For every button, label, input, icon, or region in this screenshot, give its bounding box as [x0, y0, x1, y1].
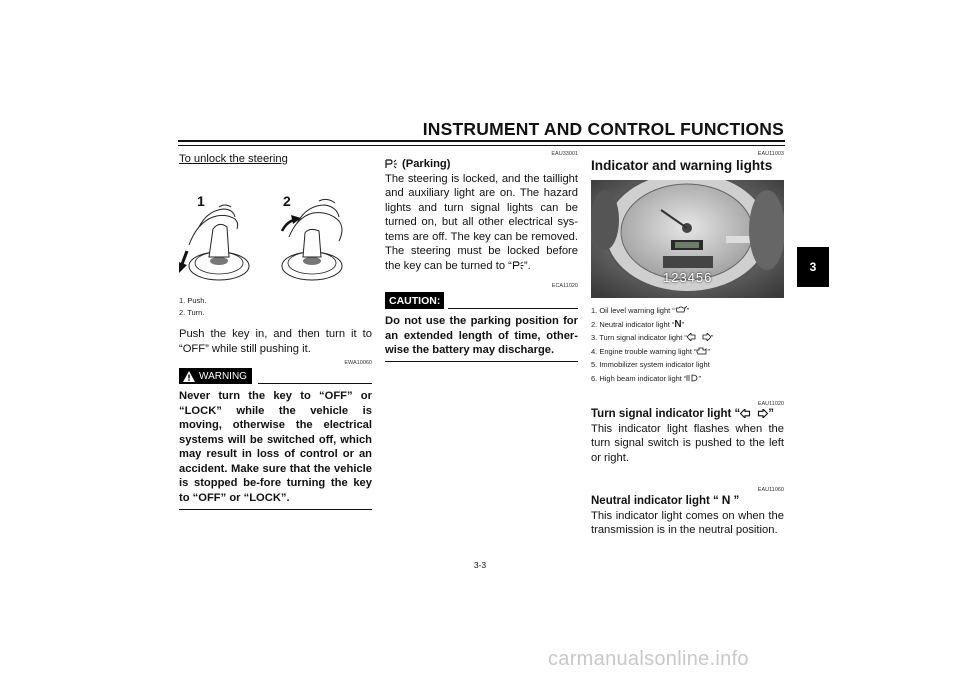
- legend-item: 2. Turn.: [179, 307, 205, 317]
- warning-triangle-icon: [183, 371, 195, 382]
- right-column: [591, 151, 784, 538]
- turn-signal-heading-icon: [740, 409, 768, 418]
- parking-paragraph-end: ”.: [523, 259, 531, 272]
- high-beam-icon: [686, 374, 698, 382]
- figure-label-1: 1: [197, 192, 205, 209]
- page-header-title: INSTRUMENT AND CONTROL FUNCTIONS: [422, 119, 784, 139]
- caution-code: ECA11020: [551, 283, 578, 289]
- turn-signal-heading: Turn signal indicator light “ ”: [591, 408, 775, 420]
- warning-badge: [179, 368, 252, 384]
- warning-end-rule: [179, 509, 372, 510]
- engine-icon: [696, 347, 707, 355]
- neutral-icon: N: [674, 318, 682, 330]
- left-column: [179, 152, 372, 510]
- figure-legend: [179, 295, 372, 320]
- caution-text: Do not use the parking position for an extended length of time, other-wise the battery may discharge.: [385, 315, 578, 356]
- oil-can-icon: [675, 306, 687, 313]
- unlock-heading: To unlock the steering: [179, 153, 288, 165]
- warning-code: EWA10060: [344, 360, 372, 367]
- turn-signal-paragraph: This indicator light flashes when the turn signal switch is pushed to the left or right.: [591, 422, 784, 464]
- key-illustration: [179, 171, 372, 289]
- neutral-paragraph: This indicator light comes on when the transmission is in the neutral position.: [591, 509, 784, 536]
- parking-paragraph: [385, 172, 578, 274]
- parking-inline-icon: [512, 261, 524, 270]
- header-rule-thin: [178, 145, 785, 146]
- indicator-legend: [591, 304, 784, 385]
- caution-header: [385, 292, 578, 309]
- photo-callout-numbers: 123456: [663, 270, 713, 285]
- chapter-tab: [797, 247, 829, 287]
- neutral-heading-icon: N: [721, 493, 731, 507]
- legend-item-immobilizer: 5. Immobilizer system indicator light: [591, 360, 710, 369]
- legend-item-highbeam: 6. High beam indicator light “ ”: [591, 373, 701, 383]
- warning-text: Never turn the key to “OFF” or “LOCK” while the vehicle is moving, otherwise the electrical systems will be switched off, which may result in loss of control or an accident. Make sure that the vehicle is stopped be-fore turning the key to “OFF” or “LOCK”.: [179, 390, 372, 504]
- legend-item-neutral: 2. Neutral indicator light “N”: [591, 318, 685, 330]
- parking-code: EAU33001: [551, 151, 578, 157]
- parking-heading: [385, 157, 578, 172]
- neutral-code: EAU11060: [757, 487, 784, 493]
- unlock-paragraph: Push the key in, and then turn it to “OFF” while still pushing it.: [179, 328, 372, 355]
- indicator-heading: Indicator and warning lights: [591, 158, 773, 173]
- turn-signal-icon: [687, 333, 711, 341]
- chapter-tab-label: 3: [809, 260, 817, 274]
- middle-column: [385, 151, 578, 362]
- neutral-heading: Neutral indicator light “ N ”: [591, 493, 740, 507]
- figure-label-2: 2: [283, 192, 291, 209]
- key-figure: [179, 171, 372, 289]
- caution-badge: CAUTION:: [385, 292, 444, 309]
- legend-item-oil: 1. Oil level warning light “ ”: [591, 306, 690, 315]
- page-number: 3-3: [473, 560, 487, 570]
- warning-label: WARNING: [199, 370, 247, 382]
- legend-item-turn: 3. Turn signal indicator light “ ”: [591, 333, 714, 342]
- legend-item: 1. Push.: [179, 295, 207, 305]
- parking-icon: [385, 159, 397, 169]
- parking-paragraph-text: The steering is locked, and the taillight and auxiliary light are on. The hazard lights and turn signal lights can be turned on, but all other electrical sys-tems are off. The key can be removed. The steering must be locked before the key can be turned to “: [385, 172, 578, 272]
- caution-rule: [448, 308, 578, 309]
- watermark[interactable]: carmanualsonline.info: [548, 648, 749, 670]
- warning-header: [179, 368, 372, 384]
- warning-rule: [258, 383, 372, 384]
- indicator-code: EAU11003: [757, 151, 784, 157]
- turn-signal-code: EAU11020: [757, 401, 784, 407]
- header-rule: [178, 140, 785, 142]
- legend-item-engine: 4. Engine trouble warning light “ ”: [591, 346, 710, 356]
- caution-end-rule: [385, 361, 578, 362]
- parking-heading-label: (Parking): [402, 158, 451, 170]
- instrument-photo: [591, 180, 784, 298]
